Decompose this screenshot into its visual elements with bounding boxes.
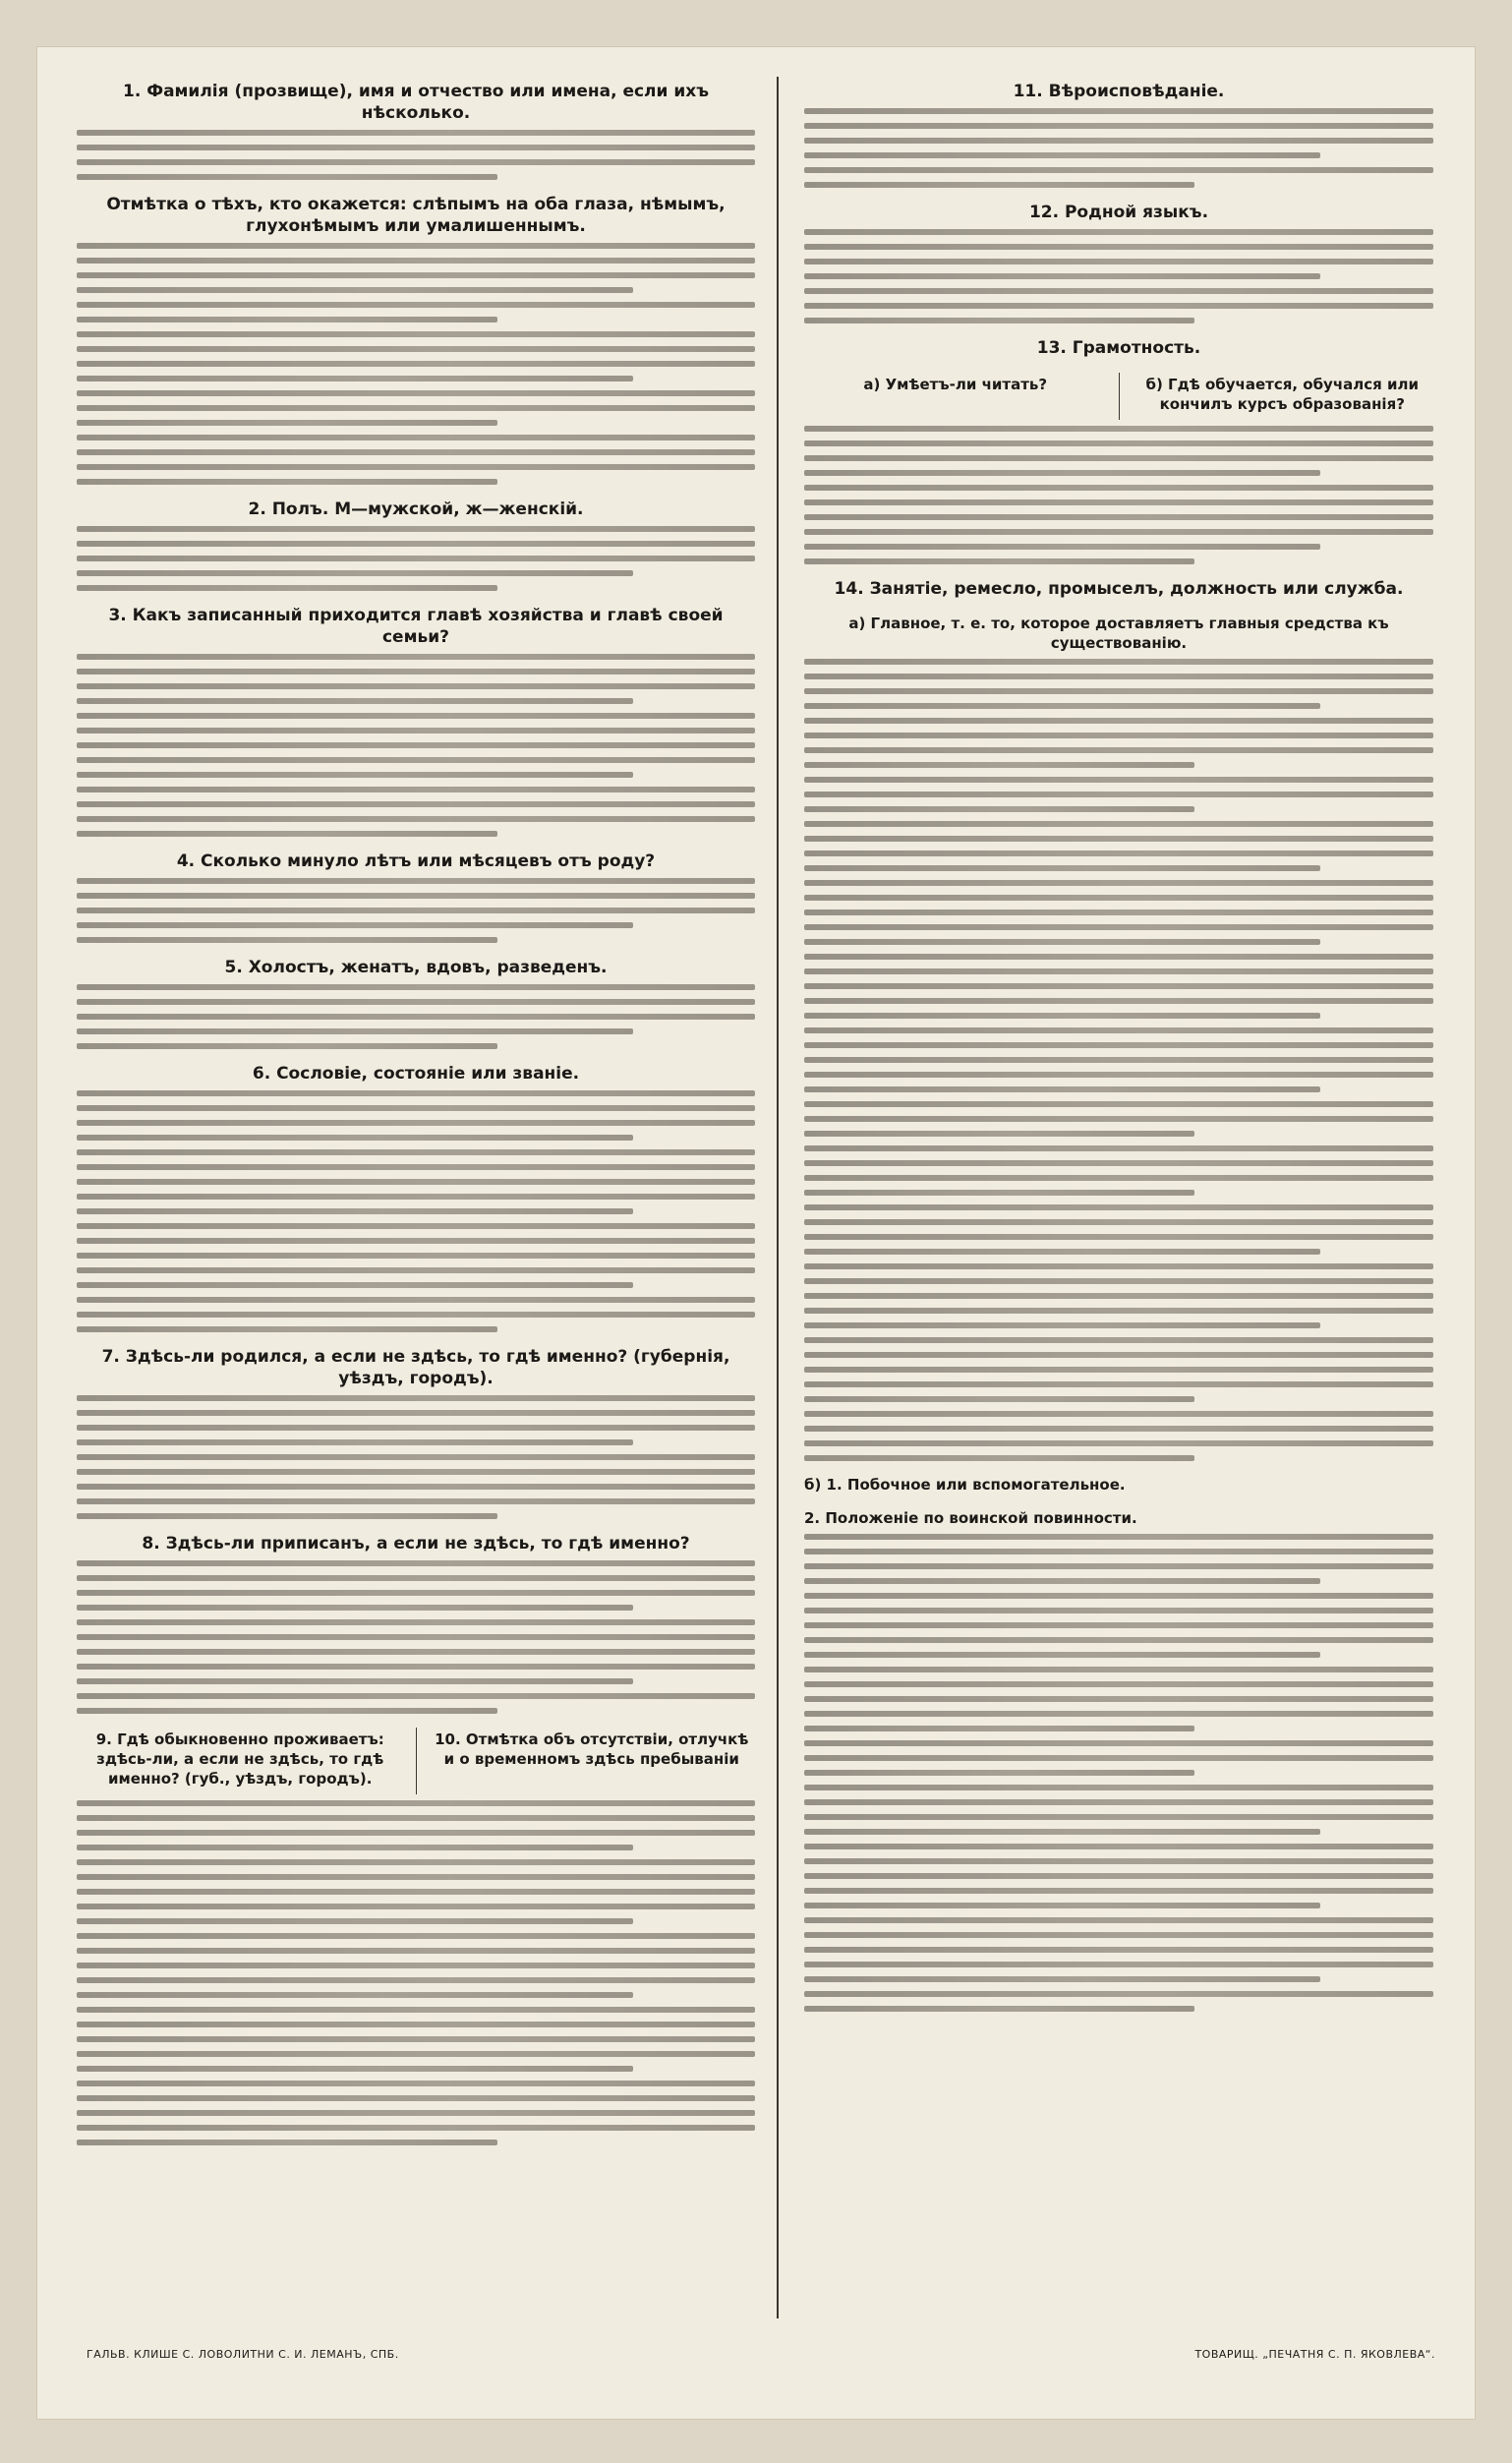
text-line bbox=[804, 1204, 1433, 1210]
text-line bbox=[804, 659, 1433, 665]
text-line bbox=[804, 1947, 1433, 1953]
text-line bbox=[77, 174, 497, 180]
text-line bbox=[804, 909, 1433, 915]
text-line bbox=[77, 390, 755, 396]
text-line bbox=[804, 1426, 1433, 1432]
text-line bbox=[77, 272, 755, 278]
text-line bbox=[77, 654, 755, 660]
text-line bbox=[804, 703, 1320, 709]
text-line bbox=[77, 728, 755, 733]
text-line bbox=[804, 1042, 1433, 1048]
section-heading: 13. Грамотность. bbox=[1036, 338, 1201, 358]
text-line bbox=[804, 440, 1433, 446]
text-line bbox=[804, 1962, 1433, 1967]
text-line bbox=[77, 346, 755, 352]
text-line bbox=[804, 895, 1433, 901]
text-line bbox=[804, 1145, 1433, 1151]
text-line bbox=[77, 2125, 755, 2131]
text-line bbox=[804, 1873, 1433, 1879]
text-line bbox=[804, 1013, 1320, 1019]
section bbox=[804, 337, 1433, 359]
footer-left-imprint: ГАЛЬВ. КЛИШЕ С. ЛОВОЛИТНИ С. И. ЛЕМАНЪ, СПБ. bbox=[87, 2348, 399, 2361]
text-line bbox=[77, 361, 755, 367]
text-line bbox=[77, 2110, 755, 2116]
text-line bbox=[804, 1622, 1433, 1628]
paragraph bbox=[77, 1090, 755, 1332]
text-line bbox=[77, 2022, 755, 2027]
text-line bbox=[77, 787, 755, 792]
text-line bbox=[77, 1469, 755, 1475]
text-line bbox=[77, 1120, 755, 1126]
text-line bbox=[77, 1619, 755, 1625]
text-line bbox=[804, 1711, 1433, 1717]
text-line bbox=[77, 331, 755, 337]
text-line bbox=[804, 152, 1320, 158]
text-line bbox=[77, 1513, 497, 1519]
section bbox=[804, 1475, 1433, 1495]
section-heading: 12. Родной языкъ. bbox=[1028, 203, 1209, 222]
text-line bbox=[77, 669, 755, 674]
text-line bbox=[804, 1455, 1194, 1461]
text-line bbox=[804, 1888, 1433, 1894]
section-heading: 14. Занятіе, ремесло, промыселъ, должность или служба. bbox=[834, 579, 1404, 599]
text-line bbox=[77, 287, 633, 293]
text-line bbox=[77, 1977, 755, 1983]
section-heading: 5. Холостъ, женатъ, вдовъ, разведенъ. bbox=[224, 958, 608, 977]
text-line bbox=[804, 880, 1433, 886]
section bbox=[77, 605, 755, 837]
text-line bbox=[804, 1667, 1433, 1672]
text-line bbox=[804, 1072, 1433, 1078]
text-line bbox=[804, 1131, 1194, 1137]
section bbox=[77, 1346, 755, 1519]
text-line bbox=[77, 2081, 755, 2086]
section bbox=[804, 202, 1433, 323]
text-line bbox=[77, 1800, 755, 1806]
text-line bbox=[77, 2007, 755, 2013]
text-line bbox=[77, 1948, 755, 1954]
text-line bbox=[804, 544, 1320, 550]
text-line bbox=[77, 1410, 755, 1416]
text-line bbox=[77, 893, 755, 899]
text-line bbox=[77, 1297, 755, 1303]
text-line bbox=[804, 1219, 1433, 1225]
text-line bbox=[804, 1411, 1433, 1417]
text-line bbox=[804, 1637, 1433, 1643]
text-line bbox=[804, 1116, 1433, 1122]
text-line bbox=[804, 259, 1433, 264]
text-line bbox=[77, 1693, 755, 1699]
text-line bbox=[77, 831, 497, 837]
paragraph bbox=[804, 1204, 1433, 1402]
text-line bbox=[804, 1593, 1433, 1599]
text-line bbox=[804, 939, 1320, 945]
text-line bbox=[804, 688, 1433, 694]
section-heading: 11. Вѣроисповѣданіе. bbox=[1013, 82, 1225, 101]
text-line bbox=[804, 1308, 1433, 1314]
text-line bbox=[804, 1652, 1320, 1658]
text-line bbox=[77, 130, 755, 136]
text-line bbox=[77, 1105, 755, 1111]
text-line bbox=[804, 1976, 1320, 1982]
paragraph bbox=[77, 526, 755, 591]
text-line bbox=[804, 821, 1433, 827]
text-line bbox=[804, 1322, 1320, 1328]
text-line bbox=[804, 318, 1194, 323]
text-line bbox=[804, 806, 1194, 812]
text-line bbox=[77, 772, 633, 778]
text-line bbox=[804, 1991, 1433, 1997]
text-line bbox=[77, 435, 755, 440]
section bbox=[77, 1063, 755, 1332]
text-line bbox=[804, 733, 1433, 738]
text-line bbox=[804, 1534, 1433, 1540]
text-line bbox=[77, 2095, 755, 2101]
text-line bbox=[77, 1454, 755, 1460]
text-line bbox=[804, 954, 1433, 960]
text-line bbox=[804, 123, 1433, 129]
text-line bbox=[77, 1090, 755, 1096]
text-line bbox=[77, 1208, 633, 1214]
text-line bbox=[77, 317, 497, 323]
section bbox=[77, 81, 755, 180]
text-line bbox=[804, 1726, 1194, 1731]
split-divider bbox=[416, 1728, 417, 1794]
text-line bbox=[77, 420, 497, 426]
column-divider bbox=[777, 77, 779, 2318]
text-line bbox=[77, 541, 755, 547]
text-line bbox=[77, 1830, 755, 1836]
section-heading: 8. Здѣсь-ли приписанъ, а если не здѣсь, то гдѣ именно? bbox=[142, 1534, 690, 1554]
text-line bbox=[804, 1563, 1433, 1569]
text-line bbox=[804, 865, 1320, 871]
text-line bbox=[804, 836, 1433, 842]
paragraph bbox=[77, 1395, 755, 1519]
text-line bbox=[77, 1043, 497, 1049]
text-line bbox=[77, 878, 755, 884]
text-line bbox=[77, 937, 497, 943]
text-line bbox=[77, 1678, 633, 1684]
text-line bbox=[804, 1608, 1433, 1613]
text-line bbox=[804, 1844, 1433, 1849]
text-line bbox=[804, 1696, 1433, 1702]
text-line bbox=[804, 1101, 1433, 1107]
section-heading: 1. Фамилія (прозвище), имя и отчество или имена, если ихъ нѣсколько. bbox=[123, 82, 709, 123]
section bbox=[804, 81, 1433, 188]
text-line bbox=[77, 1267, 755, 1273]
text-line bbox=[804, 1740, 1433, 1746]
text-line bbox=[804, 1027, 1433, 1033]
text-line bbox=[804, 1086, 1320, 1092]
footer-right-imprint: ТОВАРИЩ. „ПЕЧАТНЯ С. П. ЯКОВЛЕВА“. bbox=[1194, 2348, 1435, 2361]
subsection-heading: 2. Положеніе по воинской повинности. bbox=[804, 1509, 1137, 1527]
section-heading: 4. Сколько минуло лѣтъ или мѣсяцевъ отъ роду? bbox=[176, 851, 656, 871]
section-heading: 6. Сословіе, состояніе или званіе. bbox=[252, 1064, 580, 1084]
text-line bbox=[77, 999, 755, 1005]
text-line bbox=[77, 570, 633, 576]
text-line bbox=[77, 1590, 755, 1596]
text-line bbox=[77, 1845, 633, 1850]
text-line bbox=[77, 2036, 755, 2042]
text-line bbox=[77, 1634, 755, 1640]
right-column bbox=[804, 77, 1433, 2025]
text-line bbox=[804, 1799, 1433, 1805]
paragraph bbox=[804, 1785, 1433, 2012]
text-line bbox=[804, 485, 1433, 491]
text-line bbox=[77, 1164, 755, 1170]
left-column bbox=[77, 77, 755, 2154]
text-line bbox=[77, 405, 755, 411]
paragraph bbox=[77, 878, 755, 943]
section bbox=[77, 194, 755, 485]
text-line bbox=[77, 556, 755, 561]
text-line bbox=[77, 1425, 755, 1431]
split-divider bbox=[1119, 373, 1120, 420]
text-line bbox=[77, 1815, 755, 1821]
text-line bbox=[804, 968, 1433, 974]
text-line bbox=[804, 1293, 1433, 1299]
text-line bbox=[77, 713, 755, 719]
paragraph bbox=[804, 1740, 1433, 1776]
text-line bbox=[804, 674, 1433, 679]
subsection-heading: б) Гдѣ обучается, обучался или кончилъ курсъ образованія? bbox=[1145, 376, 1419, 413]
text-line bbox=[77, 683, 755, 689]
text-line bbox=[77, 1889, 755, 1895]
text-line bbox=[804, 983, 1433, 989]
text-line bbox=[77, 2140, 497, 2145]
text-line bbox=[804, 138, 1433, 144]
text-line bbox=[77, 1439, 633, 1445]
text-line bbox=[77, 1575, 755, 1581]
section-heading: 9. Гдѣ обыкновенно проживаетъ: здѣсь-ли, а если не здѣсь, то гдѣ именно? (губ., уѣздъ, городъ). bbox=[95, 1730, 384, 1788]
text-line bbox=[804, 182, 1194, 188]
text-line bbox=[77, 1253, 755, 1259]
text-line bbox=[77, 1149, 755, 1155]
text-line bbox=[804, 792, 1433, 797]
text-line bbox=[804, 1858, 1433, 1864]
section bbox=[77, 957, 755, 1049]
text-line bbox=[804, 1770, 1194, 1776]
text-line bbox=[77, 1395, 755, 1401]
paragraph bbox=[77, 1800, 755, 2145]
text-line bbox=[77, 526, 755, 532]
text-line bbox=[77, 464, 755, 470]
section bbox=[804, 1508, 1433, 2012]
text-line bbox=[804, 1932, 1433, 1938]
text-line bbox=[77, 1223, 755, 1229]
text-line bbox=[77, 1028, 633, 1034]
text-line bbox=[804, 747, 1433, 753]
text-line bbox=[804, 1814, 1433, 1820]
text-line bbox=[77, 1708, 497, 1714]
text-line bbox=[804, 1057, 1433, 1063]
text-line bbox=[804, 1337, 1433, 1343]
paragraph bbox=[77, 331, 755, 426]
split-heading-block bbox=[804, 373, 1433, 420]
text-line bbox=[804, 1175, 1433, 1181]
text-line bbox=[804, 1352, 1433, 1358]
text-line bbox=[804, 1249, 1320, 1255]
text-line bbox=[77, 376, 633, 381]
section bbox=[804, 373, 1433, 564]
subsection-heading: а) Главное, т. е. то, которое доставляетъ главныя средства къ существованію. bbox=[848, 615, 1389, 652]
text-line bbox=[804, 1681, 1433, 1687]
text-line bbox=[77, 1326, 497, 1332]
paragraph bbox=[804, 821, 1433, 1137]
text-line bbox=[804, 1785, 1433, 1790]
text-line bbox=[77, 585, 497, 591]
section bbox=[77, 498, 755, 591]
text-line bbox=[77, 1179, 755, 1185]
text-line bbox=[804, 850, 1433, 856]
text-line bbox=[77, 302, 755, 308]
text-line bbox=[804, 1440, 1433, 1446]
text-line bbox=[804, 229, 1433, 235]
text-line bbox=[77, 816, 755, 822]
text-line bbox=[77, 243, 755, 249]
text-line bbox=[804, 108, 1433, 114]
text-line bbox=[77, 1560, 755, 1566]
text-line bbox=[804, 1917, 1433, 1923]
text-line bbox=[804, 558, 1194, 564]
text-line bbox=[77, 984, 755, 990]
text-line bbox=[804, 529, 1433, 535]
text-line bbox=[77, 1904, 755, 1909]
text-line bbox=[804, 288, 1433, 294]
text-line bbox=[77, 258, 755, 264]
text-line bbox=[77, 908, 755, 913]
text-line bbox=[804, 1381, 1433, 1387]
text-line bbox=[804, 2006, 1194, 2012]
paragraph bbox=[77, 984, 755, 1049]
text-line bbox=[804, 455, 1433, 461]
text-line bbox=[804, 1190, 1194, 1196]
text-line bbox=[77, 1992, 633, 1998]
paragraph bbox=[77, 435, 755, 485]
text-line bbox=[77, 1135, 633, 1141]
paragraph bbox=[804, 426, 1433, 564]
text-line bbox=[804, 1903, 1320, 1908]
text-line bbox=[804, 514, 1433, 520]
section-heading: 10. Отмѣтка объ отсутствіи, отлучкѣ и о временномъ здѣсь пребываніи bbox=[435, 1730, 749, 1768]
paragraph bbox=[804, 777, 1433, 812]
section-heading: 7. Здѣсь-ли родился, а если не здѣсь, то гдѣ именно? (губернія, уѣздъ, городъ). bbox=[101, 1347, 730, 1388]
text-line bbox=[77, 757, 755, 763]
paragraph bbox=[804, 1411, 1433, 1461]
text-line bbox=[77, 1498, 755, 1504]
section bbox=[804, 614, 1433, 1461]
text-line bbox=[804, 167, 1433, 173]
text-line bbox=[804, 1755, 1433, 1761]
text-line bbox=[804, 499, 1433, 505]
text-line bbox=[77, 801, 755, 807]
text-line bbox=[804, 777, 1433, 783]
text-line bbox=[804, 1160, 1433, 1166]
text-line bbox=[77, 1664, 755, 1670]
text-line bbox=[77, 1484, 755, 1490]
section bbox=[77, 1533, 755, 1714]
text-line bbox=[77, 1874, 755, 1880]
section-heading: 2. Полъ. М—мужской, ж—женскій. bbox=[248, 499, 584, 519]
paragraph bbox=[804, 659, 1433, 768]
text-line bbox=[77, 922, 633, 928]
text-line bbox=[77, 2066, 633, 2072]
text-line bbox=[77, 698, 633, 704]
paragraph bbox=[77, 130, 755, 180]
section bbox=[77, 850, 755, 943]
text-line bbox=[804, 998, 1433, 1004]
text-line bbox=[804, 1367, 1433, 1373]
subsection-heading: а) Умѣетъ-ли читать? bbox=[863, 376, 1048, 393]
paragraph bbox=[77, 243, 755, 323]
text-line bbox=[77, 145, 755, 150]
section-heading: 3. Какъ записанный приходится главѣ хозяйства и главѣ своей семьи? bbox=[108, 606, 724, 647]
text-line bbox=[804, 1829, 1320, 1835]
text-line bbox=[77, 1918, 633, 1924]
text-line bbox=[804, 1263, 1433, 1269]
text-line bbox=[804, 470, 1320, 476]
text-line bbox=[77, 1605, 633, 1611]
paragraph bbox=[804, 1145, 1433, 1196]
text-line bbox=[77, 479, 497, 485]
section-heading: Отмѣтка о тѣхъ, кто окажется: слѣпымъ на оба глаза, нѣмымъ, глухонѣмымъ или умалишеннымъ. bbox=[106, 195, 726, 236]
text-line bbox=[804, 1578, 1320, 1584]
split-heading-block bbox=[77, 1728, 755, 1794]
subsection-heading: б) 1. Побочное или вспомогательное. bbox=[804, 1476, 1126, 1494]
text-line bbox=[804, 924, 1433, 930]
text-line bbox=[77, 1859, 755, 1865]
text-line bbox=[804, 1549, 1433, 1554]
text-line bbox=[77, 742, 755, 748]
text-line bbox=[804, 303, 1433, 309]
text-line bbox=[804, 426, 1433, 432]
text-line bbox=[804, 1278, 1433, 1284]
paragraph bbox=[77, 1560, 755, 1714]
text-line bbox=[804, 244, 1433, 250]
text-line bbox=[77, 1194, 755, 1200]
section bbox=[804, 578, 1433, 600]
text-line bbox=[77, 1238, 755, 1244]
paragraph bbox=[77, 654, 755, 837]
paragraph bbox=[804, 1534, 1433, 1731]
text-line bbox=[804, 1234, 1433, 1240]
paragraph bbox=[804, 229, 1433, 323]
text-line bbox=[77, 2051, 755, 2057]
text-line bbox=[77, 1963, 755, 1968]
text-line bbox=[77, 1312, 755, 1318]
text-line bbox=[804, 1396, 1194, 1402]
paragraph bbox=[804, 108, 1433, 188]
text-line bbox=[77, 1933, 755, 1939]
text-line bbox=[77, 159, 755, 165]
text-line bbox=[77, 1282, 633, 1288]
text-line bbox=[77, 1649, 755, 1655]
document-sheet bbox=[37, 47, 1475, 2419]
text-line bbox=[804, 762, 1194, 768]
text-line bbox=[804, 718, 1433, 724]
text-line bbox=[804, 273, 1320, 279]
text-line bbox=[77, 449, 755, 455]
text-line bbox=[77, 1014, 755, 1020]
